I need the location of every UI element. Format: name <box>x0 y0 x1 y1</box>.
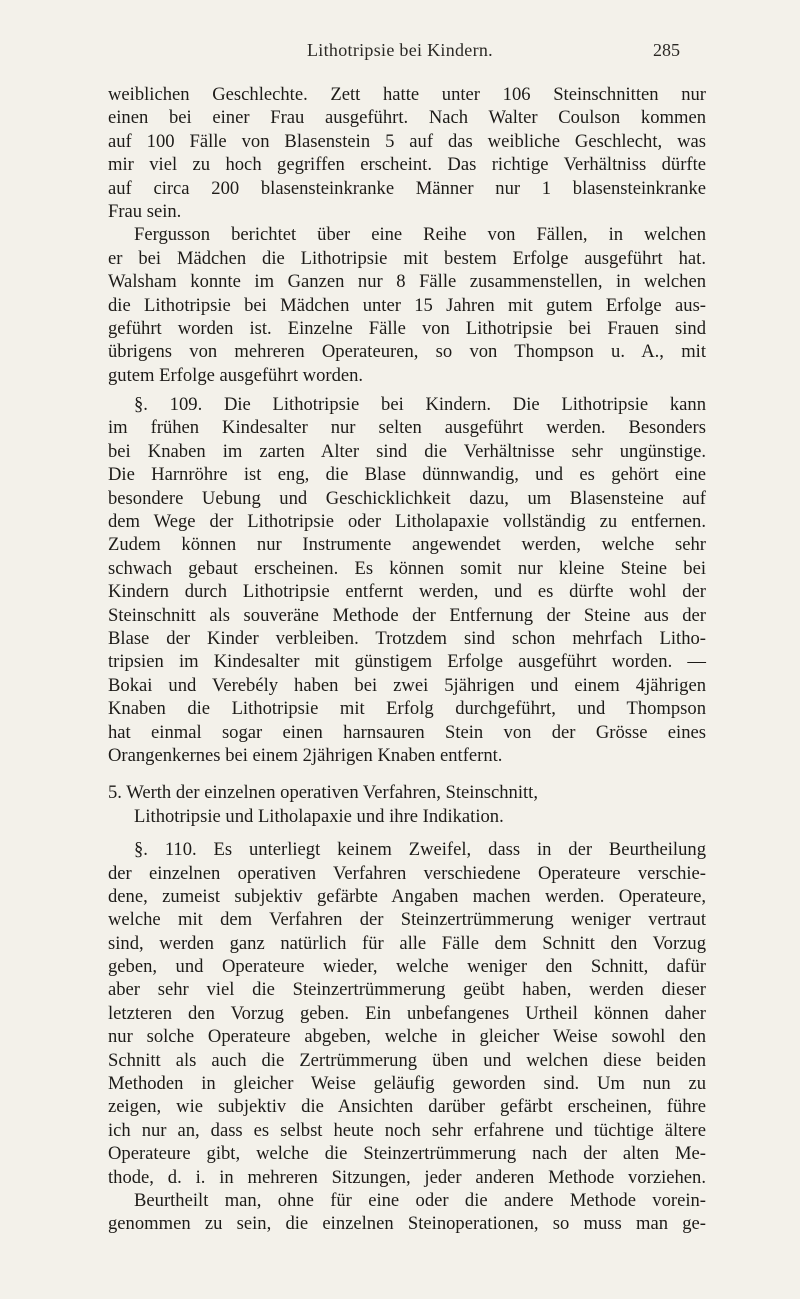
text-line: geben, und Operateure wieder, welche weniger den Schnitt, dafür <box>108 956 706 978</box>
text-line: §. 110. Es unterliegt keinem Zweifel, dass in der Beurtheilung <box>134 839 706 861</box>
text-line: dem Wege der Lithotripsie oder Litholapaxie vollständig zu entfernen. <box>108 511 706 533</box>
text-line: auf circa 200 blasensteinkranke Männer nur 1 blasensteinkranke <box>108 177 706 199</box>
text-line: Fergusson berichtet über eine Reihe von Fällen, in welchen <box>134 224 706 246</box>
text-line: geführt worden ist. Einzelne Fälle von Lithotripsie bei Frauen sind <box>108 317 706 339</box>
heading-line: Lithotripsie und Litholapaxie und ihre Indikation. <box>134 805 504 827</box>
text-line: auf 100 Fälle von Blasenstein 5 auf das weibliche Geschlecht, was <box>108 130 706 152</box>
text-line: Schnitt als auch die Zertrümmerung üben und welchen diese beiden <box>108 1049 706 1071</box>
text-line: welche mit dem Verfahren der Steinzertrümmerung weniger vertraut <box>108 909 706 931</box>
running-title: Lithotripsie bei Kindern. <box>307 40 493 60</box>
text-line: Zudem können nur Instrumente angewendet werden, welche sehr <box>108 534 706 556</box>
text-line: übrigens von mehreren Operateuren, so von Thompson u. A., mit <box>108 341 706 363</box>
paragraph-section-109 <box>108 393 706 767</box>
text-line: die Lithotripsie bei Mädchen unter 15 Jahren mit gutem Erfolge aus- <box>108 294 706 316</box>
paragraph-section-110 <box>108 838 706 1236</box>
text-line: aber sehr viel die Steinzertrümmerung geübt haben, werden dieser <box>108 979 706 1001</box>
text-line: einen bei einer Frau ausgeführt. Nach Walter Coulson kommen <box>108 107 706 129</box>
text-line: sind, werden ganz natürlich für alle Fälle dem Schnitt den Vorzug <box>108 932 706 954</box>
text-line: thode, d. i. in mehreren Sitzungen, jeder anderen Methode vorziehen. <box>108 1166 706 1188</box>
text-line: besondere Uebung und Geschicklichkeit dazu, um Blasensteine auf <box>108 487 706 509</box>
text-line: nur solche Operateure abgeben, welche in gleicher Weise sowohl den <box>108 1026 706 1048</box>
paragraph-fergusson <box>108 223 706 387</box>
text-line: weiblichen Geschlechte. Zett hatte unter 106 Steinschnitten nur <box>108 84 706 105</box>
text-line: Kindern durch Lithotripsie entfernt werden, und es dürfte wohl der <box>108 581 706 603</box>
text-line: schwach gebaut erscheinen. Es können somit nur kleine Steine bei <box>108 557 706 579</box>
text-line: Operateure gibt, welche die Steinzertrümmerung nach der alten Me- <box>108 1143 706 1165</box>
text-line: dene, zumeist subjektiv gefärbte Angaben machen werden. Operateure, <box>108 885 706 907</box>
text-line: letzteren den Vorzug geben. Ein unbefangenes Urtheil können daher <box>108 1002 706 1024</box>
text-line: Blase der Kinder verbleiben. Trotzdem sind schon mehrfach Litho- <box>108 627 706 649</box>
text-line: Frau sein. <box>108 200 182 222</box>
text-line: Methoden in gleicher Weise geläufig geworden sind. Um nun zu <box>108 1073 706 1095</box>
text-line: ich nur an, dass es selbst heute noch sehr erfahrene und tüchtige ältere <box>108 1119 706 1141</box>
page-header <box>0 40 800 64</box>
text-line: Steinschnitt als souveräne Methode der Entfernung der Steine aus der <box>108 604 706 626</box>
text-line: im frühen Kindesalter nur selten ausgeführt werden. Besonders <box>108 417 706 439</box>
text-line: der einzelnen operativen Verfahren verschiedene Operateure verschie- <box>108 862 706 884</box>
text-line: gutem Erfolge ausgeführt worden. <box>108 364 364 386</box>
text-line: genommen zu sein, die einzelnen Steinoperationen, so muss man ge- <box>108 1213 706 1235</box>
text-line: Die Harnröhre ist eng, die Blase dünnwandig, und es gehört eine <box>108 464 706 486</box>
section-heading <box>108 781 706 828</box>
text-line: zeigen, wie subjektiv die Ansichten darüber gefärbt erscheinen, führe <box>108 1096 706 1118</box>
text-line: Knaben die Lithotripsie mit Erfolg durchgeführt, und Thompson <box>108 698 706 720</box>
text-line: hat einmal sogar einen harnsauren Stein von der Grösse eines <box>108 721 706 743</box>
text-line: §. 109. Die Lithotripsie bei Kindern. Die Lithotripsie kann <box>134 394 706 416</box>
text-line: tripsien im Kindesalter mit günstigem Erfolge ausgeführt worden. — <box>108 651 706 673</box>
text-line: Bokai und Verebély haben bei zwei 5jährigen und einem 4jährigen <box>108 674 706 696</box>
text-line: Beurtheilt man, ohne für eine oder die andere Methode vorein- <box>134 1189 706 1211</box>
page-number: 285 <box>653 40 680 60</box>
body-text <box>108 83 706 1236</box>
heading-line: 5. Werth der einzelnen operativen Verfahren, Steinschnitt, <box>108 782 538 804</box>
text-line: Walsham konnte im Ganzen nur 8 Fälle zusammenstellen, in welchen <box>108 271 706 293</box>
text-line: er bei Mädchen die Lithotripsie mit bestem Erfolge ausgeführt hat. <box>108 247 706 269</box>
text-line: mir viel zu hoch gegriffen erscheint. Das richtige Verhältniss dürfte <box>108 154 706 176</box>
text-line: Orangenkernes bei einem 2jährigen Knaben entfernt. <box>108 744 503 766</box>
text-line: bei Knaben im zarten Alter sind die Verhältnisse sehr ungünstige. <box>108 440 706 462</box>
paragraph-continuation <box>108 83 706 223</box>
